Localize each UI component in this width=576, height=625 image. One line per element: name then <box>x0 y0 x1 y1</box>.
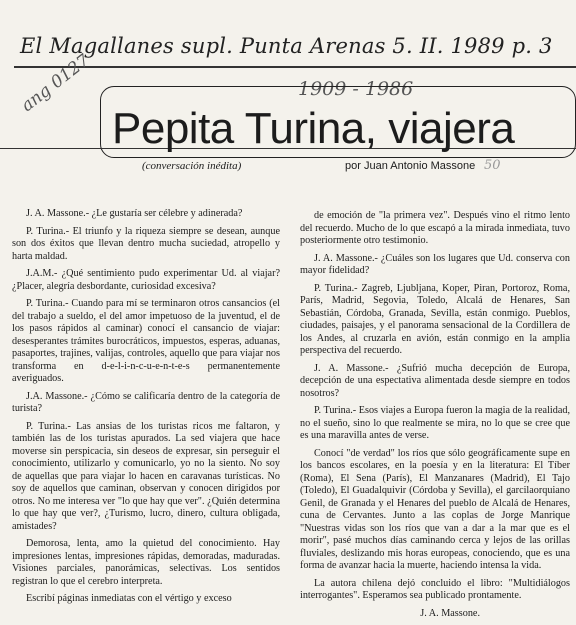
paragraph: J.A.M.- ¿Qué sentimiento pudo experimentar Ud. al viajar? ¿Placer, alegría desbordante, curiosidad excesiva? <box>12 268 280 292</box>
paragraph: J. A. Massone.- ¿Sufrió mucha decepción de Europa, decepción de una espectativa alimentada desde siempre en todos nosotros? <box>300 362 570 399</box>
handwritten-years: 1909 - 1986 <box>298 78 414 100</box>
handwritten-archive-code: ang 0127 <box>17 50 94 116</box>
paragraph: P. Turina.- Cuando para mí se terminaron otros cansancios (el del trabajo a sueldo, el del amor impetuoso de la juventud, el de los pasos rápidos al caminar) conocí el cansancio de viajar: desesperantes trámites burocráticos, impuestos, esperas, aduanas, pasaportes, trajines, valijas, controles, aquello que para viajar nos transforma en d-e-l-i-n-c-u-e-n-t-e-s permanentemente averiguados. <box>12 298 280 384</box>
article-byline: por Juan Antonio Massone <box>345 160 476 172</box>
paragraph: Conocí "de verdad" los ríos que sólo geográficamente supe en los bancos escolares, en la poesía y en la literatura: El Tíber (Roma), El Sena (París), El Manzanares (Madrid), El Tajo (Toledo), El Guadalquivir (Córdoba y Sevilla), el garcilaorquiano Genil, de Granada y el Henares del pueblo de Alcalá de Henares, cuna de Cervantes. Junto a las coplas de Jorge Manrique "Nuestras vidas son los ríos que van a dar a la mar que es el morir", pasé muchos días caminando cerca y lejos de las orillas fluviales, deslizando mis horas europeas, conociendo, que es una forma de avanzar hacia la muerte, haciendo intensa la vida. <box>300 447 570 571</box>
paragraph: P. Turina.- Las ansias de los turistas ricos me faltaron, y también las de los turistas apurados. La sed viajera que hace moverse sin perspicacia, sin deseos de expresar, sin perseguir el conocimiento, utilizarlo y comunicarlo, yo no la siento. No soy de aquellas que para viajar lo hacen en caravanas turísticas. No soy de aquellos que caminan, observan y conocen dirigidos por otros. No me interesa ver "lo que hay que ver". ¿Quién determina lo que hay que ver?, ¿Turismo, lucro, dinero, cultura obligada, amistades? <box>12 420 280 532</box>
handwritten-mark: 50 <box>484 158 501 173</box>
paragraph: J. A. Massone.- ¿Cuáles son los lugares que Ud. conserva con mayor fidelidad? <box>300 252 570 276</box>
paragraph: La autora chilena dejó concluido el libro: "Multidiálogos interrogantes". Esperamos sea publicado prontamente. <box>300 577 570 601</box>
paragraph: Demorosa, lenta, amo la quietud del conocimiento. Hay impresiones lentas, impresiones rápidas, demoradas, maduradas. Visiones parciales, panorámicas, selectivas. Los sentidos registran lo que el cerebro interpreta. <box>12 538 280 587</box>
paragraph: J. A. Massone.- ¿Le gustaría ser célebre y adinerada? <box>26 208 243 219</box>
handwritten-source-note: El Magallanes supl. Punta Arenas 5. II. 1989 p. 3 <box>20 34 553 58</box>
left-column <box>12 208 280 611</box>
paragraph: de emoción de "la primera vez". Después vino el ritmo lento del recuerdo. Mucho de lo que escapó a la mirada inmediata, tuvo posteriormente otro testimonio. <box>300 210 570 246</box>
article-subtitle: (conversación inédita) <box>142 160 242 172</box>
paragraph: P. Turina.- Esos viajes a Europa fueron la magia de la realidad, no el sueño, sino lo que realmente se mira, no lo que se cree que es una maravilla antes de verse. <box>300 405 570 441</box>
paragraph: J.A. Massone.- ¿Cómo se calificaría dentro de la categoría de turista? <box>12 390 280 414</box>
signature: J. A. Massone. <box>420 607 480 619</box>
paragraph: P. Turina.- Zagreb, Ljubljana, Koper, Piran, Portoroz, Roma, París, Madrid, Segovia, Toledo, Alcalá de Henares, San Sebastián, Córdoba, Granada, Sevilla, están conmigo. Pueblos, ciudades, paisajes, y el panorama sensacional de la Cordillera de los Andes, al cruzarla en avión, están conmigo en la amplia perspectiva del recuerdo. <box>300 282 570 356</box>
top-rule <box>14 66 576 68</box>
right-column <box>300 210 570 625</box>
article-title: Pepita Turina, viajera <box>112 104 515 153</box>
paragraph: P. Turina.- El triunfo y la riqueza siempre se desean, aunque son dos éxitos que llevan dentro mucha suciedad, atropello y harta maldad. <box>12 225 280 262</box>
paragraph: Escribí páginas inmediatas con el vértigo y exceso <box>26 593 232 604</box>
